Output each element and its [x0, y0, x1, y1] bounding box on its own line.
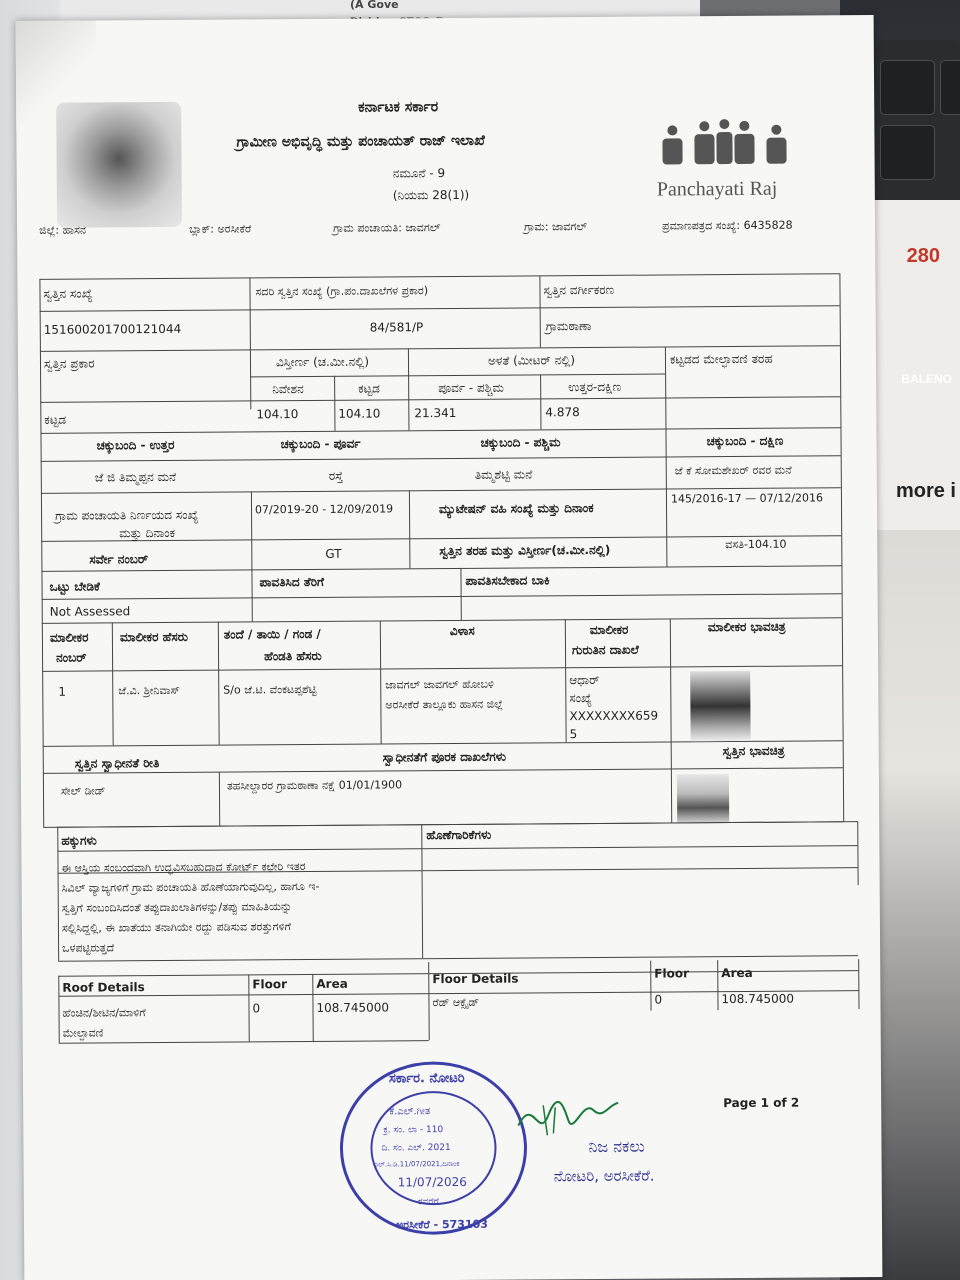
property-nature-label: ಸ್ವತ್ತಿನ ತರಹ ಮತ್ತು ವಿಸ್ತೀರ್ಣ(ಚ.ಮೀ.ನಲ್ಲಿ) [439, 542, 611, 559]
rights-line-2: ಸಿವಿಲ್ ವ್ಯಾಜ್ಯಗಳಿಗೆ ಗ್ರಾಮ ಪಂಚಾಯತಿ ಹೊಣೆಯಾಗುವುದಿಲ್ಲ, ಹಾಗೂ ಇ- [61, 879, 320, 895]
floor-area-value: 108.745000 [721, 991, 795, 1007]
roof-type-value-1: ಹೆಂಚಿನ/ಶೀಟಿನ/ಮಾಳಿಗೆ [62, 1006, 146, 1020]
stamp-reg-2: ದಿ. ಸಂ. ಎಲ್. 2021 [381, 1143, 451, 1154]
stamp-reg-1: ಕ್ರ. ಸಂ. ಲಾ - 110 [383, 1125, 444, 1136]
floor-floor-value: 0 [654, 992, 663, 1007]
floor-type-value: ರೆಡ್ ಆಕ್ಸೈಡ್ [432, 995, 479, 1010]
property-photo-label: ಸ್ವತ್ತಿನ ಭಾವಚಿತ್ರ [722, 743, 785, 759]
property-id-label: ಸ್ವತ್ತಿನ ಸಂಖ್ಯೆ [43, 286, 93, 301]
rights-text [61, 856, 422, 959]
certificate-document [16, 15, 883, 1280]
owner-number: 1 [58, 684, 66, 699]
owner-no-header-1: ಮಾಲೀಕರ [49, 630, 89, 645]
acquisition-docs-value: ತಹಸೀಲ್ದಾರರ ಗ್ರಾಮಠಾಣಾ ನಕ್ಷೆ 01/01/1900 [226, 778, 403, 793]
boundary-south-label: ಚಕ್ಕುಬಂದಿ - ದಕ್ಷಿಣ [706, 433, 784, 449]
property-type-label: ಸ್ವತ್ತಿನ ಪ್ರಕಾರ [43, 356, 95, 371]
rights-line-1: ಈ ಆಸ್ತಿಯ ಸಂಬಂದವಾಗಿ ಉದ್ಭವಿಸಬಹುದಾದ ಕೋರ್ಟ್ ಕಛೇರಿ ಇತರ [61, 860, 306, 875]
east-west-label: ಪೂರ್ವ - ಪಶ್ಚಿಮ [438, 380, 504, 396]
tax-paid-label: ಪಾವತಿಸಿದ ತೆರಿಗೆ [259, 574, 325, 590]
owner-id-header-2: ಗುರುತಿನ ದಾಖಲೆ [571, 642, 639, 658]
acquisition-mode-label: ಸ್ವತ್ತಿನ ಸ್ವಾಧೀನತೆ ರೀತಿ [74, 756, 160, 771]
background-text-1: (A Gove [350, 0, 399, 11]
roof-area-value: 108.745000 [316, 1000, 390, 1015]
floor-floor-header: Floor [654, 966, 690, 981]
acquisition-mode-value: ಸೇಲ್ ಡೀಡ್ [60, 784, 106, 798]
village: ಗ್ರಾಮ: ಜಾವಗಲ್ [524, 220, 588, 234]
measurement-label: ಅಳತೆ (ಮೀಟರ್ ನಲ್ಲಿ) [487, 353, 576, 368]
survey-number-label: ಸರ್ವೇ ನಂಬರ್ [89, 552, 149, 567]
district: ಜಿಲ್ಲೆ: ಹಾಸನ [39, 223, 87, 237]
owner-id-3: XXXXXXXX659 [569, 708, 659, 724]
north-south-label: ಉತ್ತರ-ದಕ್ಷಿಣ [568, 379, 622, 395]
stamp-date-2: 11/07/2026 [397, 1174, 467, 1190]
east-west-value: 21.341 [414, 405, 457, 421]
tax-due-label: ಪಾವತಿಸಬೇಕಾದ ಬಾಕಿ [465, 573, 550, 588]
owner-id-1: ಆಧಾರ್ [569, 672, 600, 688]
building-area-value: 104.10 [338, 406, 381, 421]
owner-address-header: ವಿಳಾಸ [449, 623, 475, 638]
local-id-value: 84/581/P [369, 320, 424, 335]
boundary-north-label: ಚಕ್ಕುಬಂದಿ - ಉತ್ತರ [96, 437, 175, 453]
owner-id-4: 5 [569, 727, 578, 742]
boundary-west-label: ಚಕ್ಕುಬಂದಿ - ಪಶ್ಚಿಮ [480, 435, 561, 450]
notary-stamp [333, 1057, 534, 1238]
property-nature-value: ವಸತಿ-104.10 [725, 537, 787, 552]
building-label: ಕಟ್ಟಡ [358, 381, 380, 396]
site-area-value: 104.10 [256, 407, 299, 422]
total-demand-value: Not Assessed [49, 604, 131, 619]
rights-line-3: ಸ್ವತ್ತಿಗೆ ಸಂಬಂದಿಸಿದಂತೆ ತಪ್ಪುದಾಖಲಾತಿಗಳನ್ನು/ತಪ್ಪು ಮಾಹಿತಿಯನ್ನು [61, 900, 292, 915]
gram-panchayat: ಗ್ರಾಮ ಪಂಚಾಯತಿ: ಜಾವಗಲ್ [333, 221, 441, 235]
brochure-number: 280 [906, 245, 940, 267]
floor-area-header: Area [721, 965, 753, 981]
owner-name: ಜೆ.ವಿ. ಶ್ರೀನಿವಾಸ್ [118, 683, 180, 698]
stamp-name: ಕೆ.ಎಲ್.ಗೀತ [389, 1106, 431, 1118]
owner-address-1: ಜಾವಗಲ್ ಜಾವಗಲ್ ಹೋಬಳಿ [385, 677, 494, 692]
block: ಬ್ಲಾಕ್: ಅರಸೀಕೆರೆ [189, 222, 252, 236]
roof-area-header: Area [316, 976, 348, 991]
boundary-south-value: ಜೆ ಕೆ ಸೋಮಶೇಖರ್ ರವರ ಮನೆ [674, 463, 792, 478]
boundary-west-value: ತಿಮ್ಮಶೆಟ್ಟಿ ಮನೆ [474, 467, 533, 482]
owner-parent-header-1: ತಂದೆ / ತಾಯಿ / ಗಂಡ / [223, 626, 321, 642]
stamp-until: ರವರೆಗೆ [417, 1197, 439, 1208]
roof-floor-header: Floor [252, 977, 288, 992]
notary-text: ನೋಟರಿ, ಅರಸೀಕೆರೆ. [553, 1166, 655, 1186]
mutation-label: ಮ್ಯುಟೇಷನ್ ವಹಿ ಸಂಖ್ಯೆ ಮತ್ತು ದಿನಾಂಕ [438, 500, 594, 517]
survey-number-value: GT [325, 546, 342, 561]
acquisition-docs-label: ಸ್ವಾಧೀನತೆಗೆ ಪೂರಕ ದಾಖಲೆಗಳು [382, 749, 507, 765]
brochure-car-label: BALENO [901, 372, 952, 386]
panchayati-raj-logo-icon [654, 116, 794, 172]
rights-line-4: ಸಲ್ಲಿಸಿದ್ದಲ್ಲಿ, ಈ ಖಾತೆಯು ತನಾಗಿಯೇ ರದ್ದು ಪಡಿಸುವ ಶರತ್ತುಗಳಿಗೆ [61, 920, 292, 935]
owner-parent: S/o ಜೆ.ಟಿ. ವೆಂಕಟಪ್ಪಶೆಟ್ಟಿ [223, 682, 317, 697]
property-photo [677, 774, 729, 822]
stamp-date-1: ಎಲ್.ಸಿ.ಡಿ.11/07/2021,ದಿನಾಂಕ [373, 1159, 460, 1169]
boundary-east-value: ರಸ್ತೆ [328, 468, 344, 483]
owner-id-header-1: ಮಾಲೀಕರ [589, 622, 629, 638]
north-south-value: 4.878 [545, 405, 580, 420]
site-label: ನಿವೇಶನ [272, 382, 304, 397]
owner-name-header: ಮಾಲೀಕರ ಹೆಸರು [119, 629, 188, 645]
true-copy-text: ನಿಜ ನಕಲು [588, 1136, 645, 1157]
stamp-ring-bottom: ಅರಸೀಕೆರೆ - 573103 [395, 1217, 488, 1232]
local-id-label: ಸದರಿ ಸ್ವತ್ತಿನ ಸಂಖ್ಯೆ (ಗ್ರಾ.ಪಂ.ದಾಖಲೆಗಳ ಪ್ರಕಾರ) [255, 284, 429, 299]
owner-address-2: ಅರಸೀಕೆರೆ ತಾಲ್ಲೂಕು ಹಾಸನ ಜಿಲ್ಲೆ [385, 697, 504, 712]
gp-resolution-value: 07/2019-20 - 12/09/2019 [254, 502, 394, 517]
owner-id-2: ಸಂಖ್ಯೆ [569, 691, 592, 706]
classification-value: ಗ್ರಾಮಠಾಣಾ [545, 318, 592, 334]
certificate-number: ಪ್ರಮಾಣಪತ್ರದ ಸಂಖ್ಯೆ: 6435828 [662, 218, 793, 233]
karnataka-emblem [56, 102, 182, 228]
owner-photo [690, 671, 750, 741]
header-title-1: ಕರ್ನಾಟಕ ಸರ್ಕಾರ [358, 99, 439, 116]
area-label: ವಿಸ್ತೀರ್ಣ (ಚ.ಮೀ.ನಲ್ಲಿ) [275, 354, 370, 370]
page-number: Page 1 of 2 [723, 1095, 800, 1111]
property-id-value: 151600201700121044 [43, 321, 182, 337]
keyboard [870, 40, 960, 210]
rights-label: ಹಕ್ಕುಗಳು [61, 833, 97, 848]
rights-line-5: ಒಳಪಟ್ಟಿರುತ್ತದೆ [62, 941, 115, 955]
floor-details-header: Floor Details [432, 971, 519, 987]
property-type-value: ಕಟ್ಟಡ [44, 412, 67, 427]
classification-label: ಸ್ವತ್ತಿನ ವರ್ಗೀಕರಣ [543, 282, 615, 298]
brochure-more-text: more i [895, 480, 956, 502]
panchayati-raj-label: Panchayati Raj [656, 177, 778, 201]
owner-no-header-2: ನಂಬರ್ [56, 650, 87, 665]
gp-resolution-label-1: ಗ್ರಾಮ ಪಂಚಾಯತಿ ನಿರ್ಣಯದ ಸಂಖ್ಯೆ [55, 507, 199, 523]
stamp-ring-top: ಸರ್ಕಾರ. ನೋಟರಿ [388, 1070, 465, 1087]
header-title-2: ಗ್ರಾಮೀಣ ಅಭಿವೃದ್ಧಿ ಮತ್ತು ಪಂಚಾಯತ್ ರಾಜ್ ಇಲಾಖೆ [236, 132, 485, 151]
gp-resolution-label-2: ಮತ್ತು ದಿನಾಂಕ [119, 525, 176, 541]
roof-type-value-2: ಮೇಲ್ಛಾವಣಿ [62, 1026, 104, 1040]
boundary-east-label: ಚಕ್ಕುಬಂದಿ - ಪೂರ್ವ [280, 436, 361, 452]
liabilities-label: ಹೊಣೆಗಾರಿಕೆಗಳು [426, 827, 492, 843]
roof-floor-value: 0 [252, 1001, 261, 1016]
form-number: ನಮೂನೆ - 9 [392, 166, 446, 181]
owner-parent-header-2: ಹೆಂಡತಿ ಹೆಸರು [263, 648, 322, 664]
mutation-value: 145/2016-17 — 07/12/2016 [670, 491, 824, 506]
boundary-north-value: ಜೆ ಜಿ ತಿಮ್ಮಪ್ಪನ ಮನೆ [94, 469, 177, 485]
rule-number: (ನಿಯಮ 28(1)) [392, 187, 470, 203]
total-demand-label: ಒಟ್ಟು ಬೇಡಿಕೆ [49, 579, 100, 594]
roof-type-label: ಕಟ್ಟಡದ ಮೇಲ್ಛಾವಣಿ ತರಹ [669, 351, 773, 367]
owner-photo-header: ಮಾಲೀಕರ ಭಾವಚಿತ್ರ [707, 619, 786, 635]
roof-details-header: Roof Details [62, 980, 145, 995]
